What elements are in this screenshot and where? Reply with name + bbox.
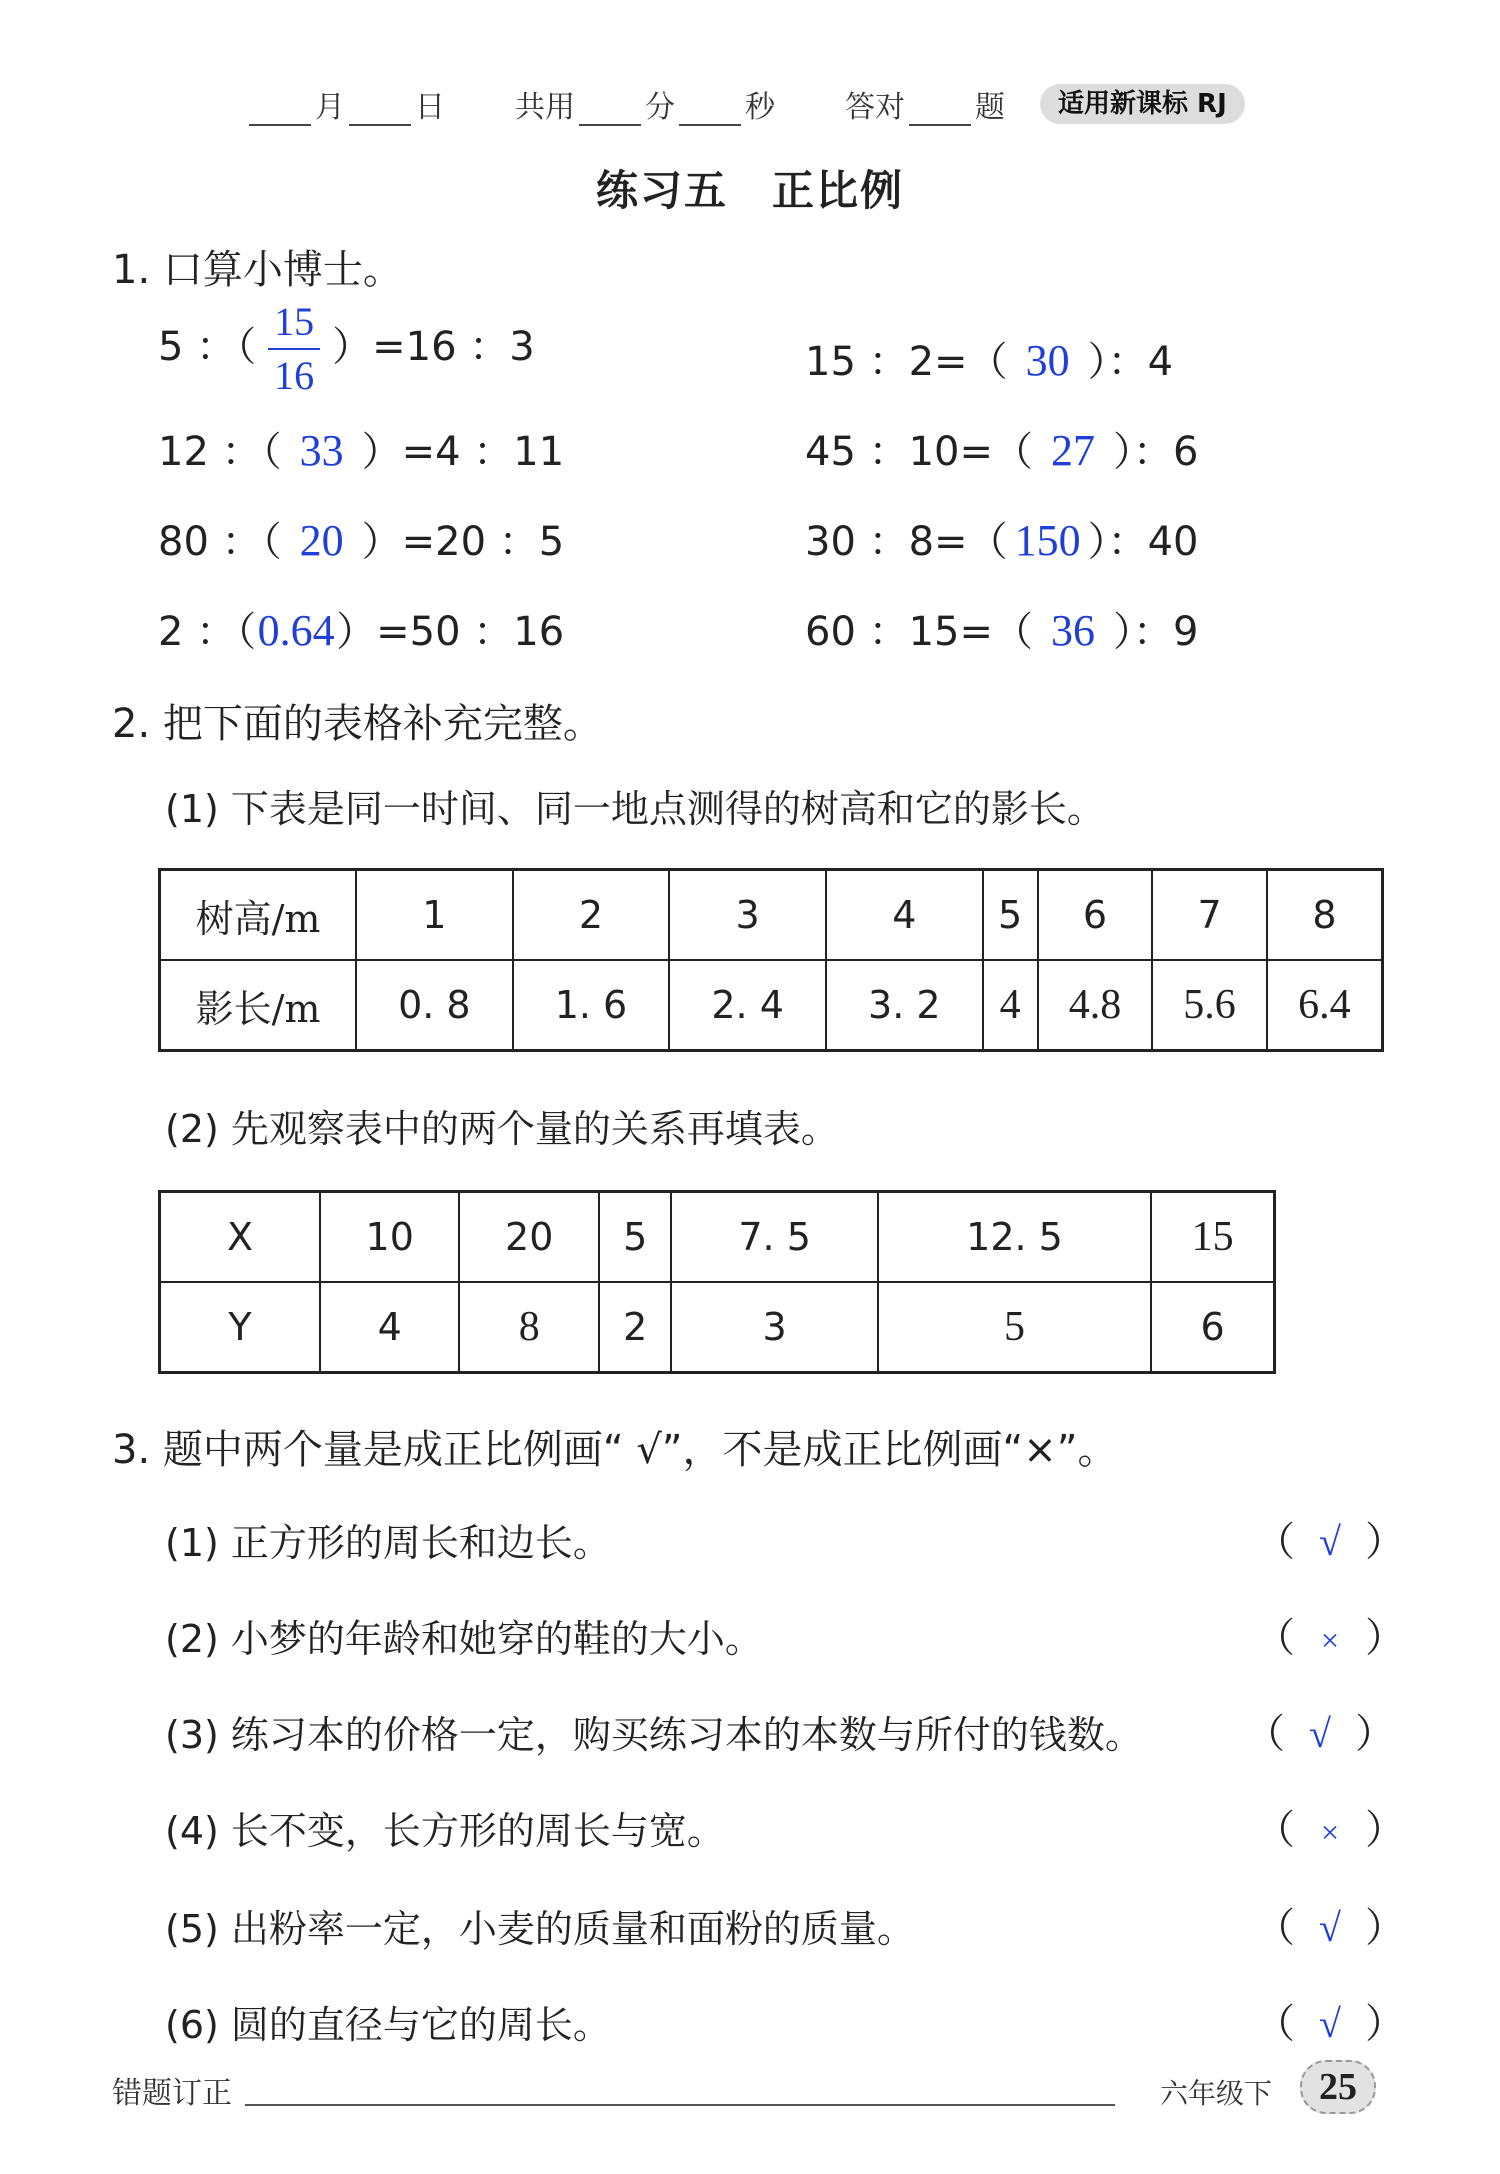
header-fill-line xyxy=(245,82,1005,126)
answer-cell[interactable]: 15 xyxy=(1151,1192,1274,1283)
q1-item-3-post: ）=4 ：11 xyxy=(361,429,565,475)
xy-table xyxy=(158,1190,1276,1374)
q3-item-5-answer: （ √ ） xyxy=(1255,1905,1405,1951)
q2-title: 2. 把下面的表格补充完整。 xyxy=(112,701,603,747)
seconds-label: 秒 xyxy=(745,90,775,125)
total-time-label: 共用 xyxy=(515,90,575,125)
table-cell: 5 xyxy=(599,1192,672,1283)
q1-item-7-answer[interactable]: 0.64 xyxy=(257,606,335,655)
q1-item-5 xyxy=(158,510,564,567)
q1-item-5-answer[interactable]: 20 xyxy=(299,516,344,565)
q1-item-4-post: ）：6 xyxy=(1113,429,1199,475)
table-cell: 7 xyxy=(1152,870,1267,961)
q1-item-6-pre: 30 ：8=（ xyxy=(805,519,1008,565)
q1-item-1-fraction[interactable] xyxy=(268,299,320,398)
check-mark[interactable]: √ xyxy=(1319,2001,1341,2046)
table-cell: 0. 8 xyxy=(356,960,513,1051)
table-cell: 7. 5 xyxy=(671,1192,877,1283)
q3-item-4-answer: （ × ） xyxy=(1255,1807,1405,1853)
table-cell: 4 xyxy=(320,1282,459,1373)
q1-item-4-pre: 45 ：10=（ xyxy=(805,429,1034,475)
q1-item-8 xyxy=(805,600,1198,657)
row-header-shadow-length: 影长/m xyxy=(160,960,357,1051)
q3-item-6-text: (6) 圆的直径与它的周长。 xyxy=(165,2003,611,2047)
day-label: 日 xyxy=(415,90,445,125)
q1-item-7 xyxy=(158,600,564,657)
q1-item-2-pre: 15 ：2=（ xyxy=(805,339,1008,385)
q1-item-3 xyxy=(158,420,564,477)
table-cell: 5 xyxy=(983,870,1038,961)
q3-item-3-answer: （ √ ） xyxy=(1245,1711,1395,1757)
table-row xyxy=(160,1192,1275,1283)
q3-item-3-text: (3) 练习本的价格一定，购买练习本的本数与所付的钱数。 xyxy=(165,1713,1143,1757)
check-mark[interactable]: √ xyxy=(1319,1519,1341,1564)
table-cell: 12. 5 xyxy=(878,1192,1151,1283)
table-cell: 3 xyxy=(669,870,826,961)
q3-item-5-text: (5) 出粉率一定，小麦的质量和面粉的质量。 xyxy=(165,1907,915,1951)
check-mark[interactable]: √ xyxy=(1309,1711,1331,1756)
q1-item-8-answer[interactable]: 36 xyxy=(1051,606,1096,655)
answer-cell[interactable]: 4 xyxy=(983,960,1038,1051)
answer-cell[interactable]: 8 xyxy=(459,1282,598,1373)
minutes-blank[interactable] xyxy=(579,94,641,126)
table-cell: 20 xyxy=(459,1192,598,1283)
q3-title: 3. 题中两个量是成正比例画“ √”，不是成正比例画“×”。 xyxy=(112,1427,1118,1473)
page-number: 25 xyxy=(1300,2060,1376,2114)
q1-item-4 xyxy=(805,420,1198,477)
correct-blank[interactable] xyxy=(909,94,971,126)
q3-item-4-text: (4) 长不变，长方形的周长与宽。 xyxy=(165,1809,725,1853)
q1-item-7-pre: 2 ：（ xyxy=(158,609,257,655)
answer-cell[interactable]: 6.4 xyxy=(1267,960,1383,1051)
table-cell: 6 xyxy=(1038,870,1153,961)
q2-sub1: (1) 下表是同一时间、同一地点测得的树高和它的影长。 xyxy=(165,787,1105,831)
answer-cell[interactable]: 5.6 xyxy=(1152,960,1267,1051)
row-header-x: X xyxy=(160,1192,321,1283)
curriculum-badge: 适用新课标 RJ xyxy=(1040,84,1245,124)
table-cell: 1 xyxy=(356,870,513,961)
table-cell: 2 xyxy=(599,1282,672,1373)
fraction-numerator: 15 xyxy=(268,302,320,350)
q1-item-2 xyxy=(805,330,1173,387)
answer-cell[interactable]: 4.8 xyxy=(1038,960,1153,1051)
row-header-tree-height: 树高/m xyxy=(160,870,357,961)
q1-item-1 xyxy=(158,299,535,398)
questions-label: 题 xyxy=(975,90,1005,125)
table-cell: 10 xyxy=(320,1192,459,1283)
tree-shadow-table xyxy=(158,868,1384,1052)
fraction-denominator: 16 xyxy=(274,353,315,398)
error-correction-line[interactable] xyxy=(245,2104,1115,2106)
q1-item-6 xyxy=(805,510,1198,567)
table-cell: 4 xyxy=(826,870,983,961)
q1-item-5-post: ）=20 ：5 xyxy=(361,519,565,565)
q3-item-2-text: (2) 小梦的年龄和她穿的鞋的大小。 xyxy=(165,1617,763,1661)
q1-item-8-pre: 60 ：15=（ xyxy=(805,609,1034,655)
q3-item-2-answer: （ × ） xyxy=(1255,1615,1405,1661)
table-cell: 3 xyxy=(671,1282,877,1373)
grade-label: 六年级下 xyxy=(1160,2077,1273,2110)
table-cell: 1. 6 xyxy=(513,960,670,1051)
q1-title: 1. 口算小博士。 xyxy=(112,247,403,293)
q2-sub2: (2) 先观察表中的两个量的关系再填表。 xyxy=(165,1107,839,1151)
table-row xyxy=(160,1282,1275,1373)
table-cell: 3. 2 xyxy=(826,960,983,1051)
q1-item-2-post: ）：4 xyxy=(1087,339,1174,385)
table-cell: 2. 4 xyxy=(669,960,826,1051)
q1-item-6-answer[interactable]: 150 xyxy=(1014,516,1081,565)
q1-item-7-post: ）=50 ：16 xyxy=(336,609,565,655)
q3-item-1-answer: （ √ ） xyxy=(1255,1519,1405,1565)
table-cell: 8 xyxy=(1267,870,1383,961)
q1-item-1-pre: 5 ：（ xyxy=(158,324,257,370)
q1-item-4-answer[interactable]: 27 xyxy=(1051,426,1096,475)
q1-item-3-answer[interactable]: 33 xyxy=(299,426,344,475)
day-blank[interactable] xyxy=(349,94,411,126)
page-title: 练习五 正比例 xyxy=(595,166,904,215)
correct-label: 答对 xyxy=(845,90,905,125)
table-row xyxy=(160,870,1383,961)
q1-item-8-post: ）：9 xyxy=(1113,609,1199,655)
q1-item-1-post: ）=16 ：3 xyxy=(332,324,535,370)
q1-item-2-answer[interactable]: 30 xyxy=(1025,336,1070,385)
minutes-label: 分 xyxy=(645,90,675,125)
month-label: 月 xyxy=(315,90,345,125)
month-blank[interactable] xyxy=(249,94,311,126)
q1-item-5-pre: 80 ：（ xyxy=(158,519,282,565)
error-correction-label: 错题订正 xyxy=(112,2076,232,2111)
seconds-blank[interactable] xyxy=(679,94,741,126)
cross-mark[interactable]: × xyxy=(1320,1814,1340,1850)
row-header-y: Y xyxy=(160,1282,321,1373)
cross-mark[interactable]: × xyxy=(1320,1622,1340,1658)
answer-cell[interactable]: 5 xyxy=(878,1282,1151,1373)
q3-item-1-text: (1) 正方形的周长和边长。 xyxy=(165,1521,611,1565)
table-row xyxy=(160,960,1383,1051)
table-cell: 2 xyxy=(513,870,670,961)
check-mark[interactable]: √ xyxy=(1319,1905,1341,1950)
q3-item-6-answer: （ √ ） xyxy=(1255,2001,1405,2047)
q1-item-6-post: ）：40 xyxy=(1087,519,1199,565)
table-cell: 6 xyxy=(1151,1282,1274,1373)
q1-item-3-pre: 12 ：（ xyxy=(158,429,282,475)
